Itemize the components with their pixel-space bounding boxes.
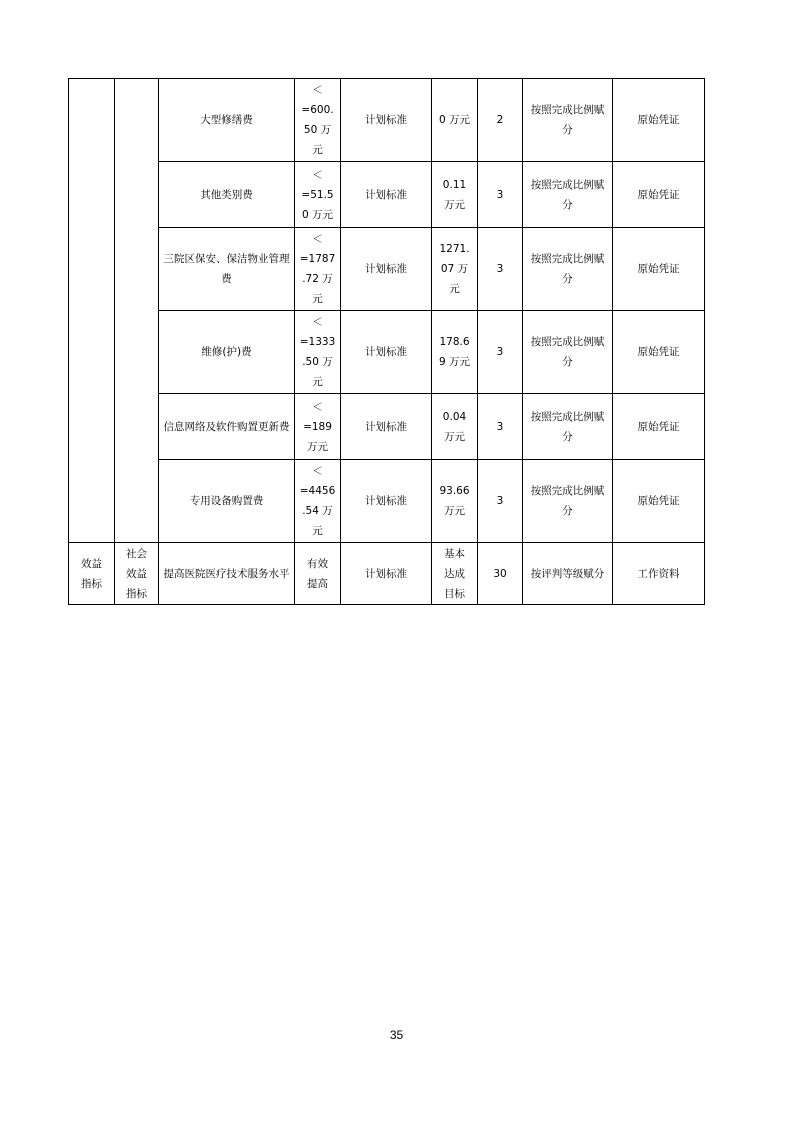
- source-cell: 工作资料: [613, 543, 705, 605]
- cell-line: .50 万: [302, 356, 333, 368]
- cell-line: 达成: [444, 567, 465, 580]
- standard-cell: 计划标准: [341, 460, 432, 543]
- standard-cell: 计划标准: [341, 543, 432, 605]
- actual-cell: [432, 162, 478, 228]
- standard-cell: 计划标准: [341, 162, 432, 228]
- cell-line: .72 万: [302, 273, 333, 285]
- cell-line: 分: [562, 430, 573, 443]
- cell-line: 基本: [444, 547, 465, 560]
- cell-line: ＜: [312, 84, 323, 96]
- table-row: [69, 311, 705, 394]
- method-cell: [523, 228, 613, 311]
- score-cell: 2: [478, 79, 523, 162]
- method-cell: [523, 460, 613, 543]
- target-cell: [295, 394, 341, 460]
- standard-cell: 计划标准: [341, 228, 432, 311]
- cell-line: 元: [312, 525, 323, 537]
- level2-indicator-cell: [115, 543, 159, 605]
- source-cell: 原始凭证: [613, 162, 705, 228]
- cell-line: 93.66: [439, 485, 470, 497]
- source-cell: 原始凭证: [613, 394, 705, 460]
- benefit-row: [69, 543, 705, 605]
- cell-line: =189: [303, 420, 332, 433]
- cell-line: 提高: [307, 577, 328, 590]
- cell-line: 元: [312, 293, 323, 305]
- table-body: [69, 79, 705, 605]
- cell-line: 效益: [81, 557, 102, 570]
- score-cell: 3: [478, 162, 523, 228]
- cell-line: 元: [312, 376, 323, 388]
- actual-cell: [432, 311, 478, 394]
- target-cell: [295, 460, 341, 543]
- performance-table: [68, 78, 705, 605]
- item-cell: 专用设备购置费: [159, 460, 295, 543]
- actual-cell: [432, 460, 478, 543]
- page-number: 35: [389, 1028, 404, 1042]
- cell-line: 按照完成比例赋: [530, 336, 605, 348]
- item-cell: 信息网络及软件购置更新费: [159, 394, 295, 460]
- table-row: [69, 460, 705, 543]
- cell-line: ＜: [312, 168, 323, 181]
- cell-line: ＜: [312, 400, 323, 413]
- method-cell: [523, 162, 613, 228]
- item-cell: 三院区保安、保洁物业管理费: [159, 228, 295, 311]
- cell-line: ＜: [312, 465, 323, 477]
- cell-line: 有效: [307, 557, 328, 570]
- cell-line: 0.11: [442, 178, 467, 191]
- cell-line: 指标: [81, 577, 102, 590]
- level2-indicator-cell: [115, 79, 159, 543]
- cell-line: 分: [562, 273, 573, 285]
- cell-line: =1787: [299, 253, 336, 265]
- cell-line: ＜: [312, 233, 323, 245]
- standard-cell: 计划标准: [341, 79, 432, 162]
- target-cell: [295, 228, 341, 311]
- level1-indicator-cell: [69, 543, 115, 605]
- item-cell: 提高医院医疗技术服务水平: [159, 543, 295, 605]
- source-cell: 原始凭证: [613, 460, 705, 543]
- cell-line: 分: [562, 124, 573, 136]
- cell-line: 指标: [126, 587, 147, 600]
- score-cell: 3: [478, 228, 523, 311]
- cell-line: 元: [312, 144, 323, 156]
- cell-line: .54 万: [302, 505, 333, 517]
- method-cell: [523, 79, 613, 162]
- item-cell: 维修(护)费: [159, 311, 295, 394]
- cell-line: 万元: [444, 505, 465, 517]
- cell-line: =4456: [299, 485, 336, 497]
- method-cell: [523, 311, 613, 394]
- standard-cell: 计划标准: [341, 394, 432, 460]
- cell-line: 0.04: [442, 410, 467, 423]
- cell-line: 07 万: [440, 263, 469, 275]
- cell-line: 按照完成比例赋: [530, 410, 605, 423]
- source-cell: 原始凭证: [613, 311, 705, 394]
- cell-line: 万元: [307, 440, 328, 453]
- table-row: [69, 162, 705, 228]
- actual-cell: [432, 79, 478, 162]
- cell-line: =1333: [299, 336, 336, 348]
- cell-line: 元: [449, 283, 460, 295]
- cell-line: 1271.: [439, 243, 470, 255]
- cell-line: 社会: [126, 547, 147, 560]
- actual-cell: [432, 394, 478, 460]
- cell-line: 0 万元: [438, 114, 471, 126]
- cell-line: 0 万元: [301, 208, 334, 221]
- cell-line: 效益: [126, 567, 147, 580]
- standard-cell: 计划标准: [341, 311, 432, 394]
- actual-cell: [432, 228, 478, 311]
- score-cell: 3: [478, 460, 523, 543]
- cell-line: =600.: [301, 104, 334, 116]
- score-cell: 30: [478, 543, 523, 605]
- cell-line: ＜: [312, 316, 323, 328]
- cell-line: 分: [562, 356, 573, 368]
- source-cell: 原始凭证: [613, 228, 705, 311]
- cell-line: 9 万元: [438, 356, 471, 368]
- table-row: [69, 228, 705, 311]
- cell-line: 分: [562, 505, 573, 517]
- cell-line: 万元: [444, 430, 465, 443]
- cell-line: 按照完成比例赋: [530, 485, 605, 497]
- cell-line: 目标: [444, 587, 465, 600]
- method-cell: 按评判等级赋分: [523, 543, 613, 605]
- item-cell: 其他类别费: [159, 162, 295, 228]
- score-cell: 3: [478, 311, 523, 394]
- cell-line: 178.6: [439, 336, 470, 348]
- target-cell: [295, 162, 341, 228]
- cell-line: 按照完成比例赋: [530, 104, 605, 116]
- cell-line: 按照完成比例赋: [530, 178, 605, 191]
- target-cell: [295, 311, 341, 394]
- table-row: [69, 394, 705, 460]
- actual-cell: [432, 543, 478, 605]
- cell-line: 分: [562, 198, 573, 211]
- score-cell: 3: [478, 394, 523, 460]
- cell-line: 万元: [444, 198, 465, 211]
- method-cell: [523, 394, 613, 460]
- table-row: [69, 79, 705, 162]
- item-cell: 大型修缮费: [159, 79, 295, 162]
- level1-indicator-cell: [69, 79, 115, 543]
- cell-line: =51.5: [301, 188, 334, 201]
- target-cell: [295, 543, 341, 605]
- source-cell: 原始凭证: [613, 79, 705, 162]
- target-cell: [295, 79, 341, 162]
- cell-line: 50 万: [303, 124, 332, 136]
- cell-line: 按照完成比例赋: [530, 253, 605, 265]
